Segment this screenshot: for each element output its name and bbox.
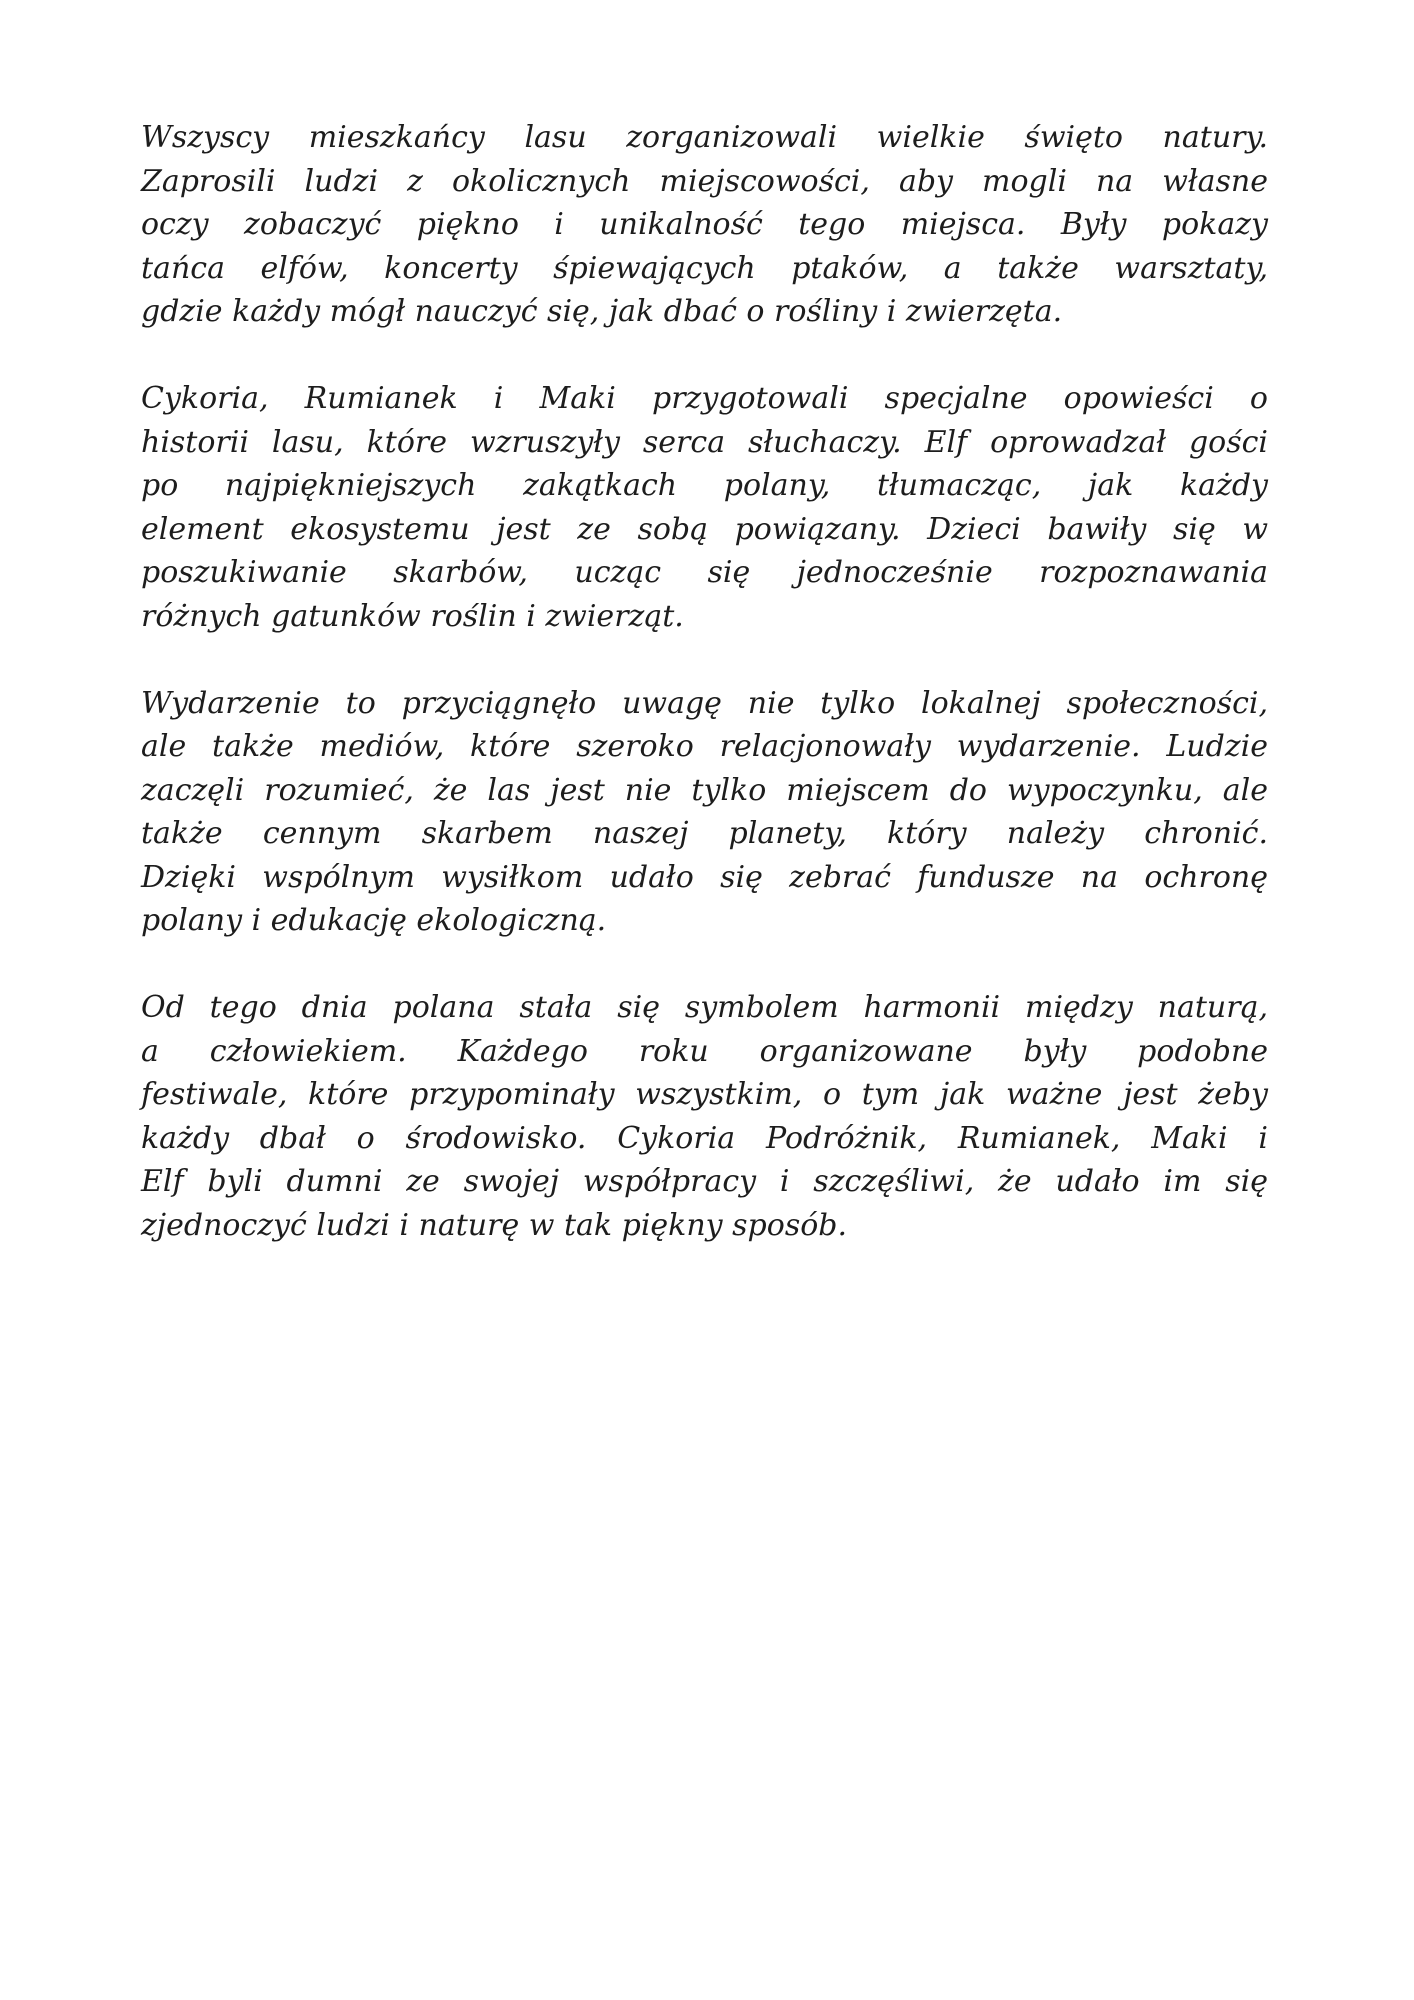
text-line: poszukiwanie skarbów, ucząc się jednocześnie rozpoznawania (141, 555, 1268, 590)
paragraph (141, 682, 1268, 943)
text-line: historii lasu, które wzruszyły serca słuchaczy. Elf oprowadzał gości (141, 424, 1268, 460)
paragraph (141, 116, 1268, 334)
text-line: Wszyscy mieszkańcy lasu zorganizowali wielkie święto natury. (141, 120, 1268, 155)
text-line: Od tego dnia polana stała się symbolem harmonii między naturą, (141, 990, 1268, 1025)
text-line: Cykoria, Rumianek i Maki przygotowali specjalne opowieści o (141, 381, 1268, 416)
text-line: festiwale, które przypominały wszystkim, o tym jak ważne jest żeby (141, 1077, 1268, 1112)
paragraph (141, 377, 1268, 638)
text-line: Elf byli dumni ze swojej współpracy i szczęśliwi, że udało im się (141, 1164, 1268, 1199)
text-line: Zaprosili ludzi z okolicznych miejscowości, aby mogli na własne (141, 163, 1268, 199)
text-line: zjednoczyć ludzi i naturę w tak piękny sposób. (141, 1207, 848, 1243)
text-line: oczy zobaczyć piękno i unikalność tego miejsca. Były pokazy (141, 207, 1268, 242)
text-line: polany i edukację ekologiczną. (141, 903, 607, 938)
text-line: zaczęli rozumieć, że las jest nie tylko miejscem do wypoczynku, ale (141, 772, 1268, 808)
text-line: Wydarzenie to przyciągnęło uwagę nie tylko lokalnej społeczności, (141, 685, 1268, 721)
text-line: także cennym skarbem naszej planety, który należy chronić. (141, 816, 1268, 851)
text-line: każdy dbał o środowisko. Cykoria Podróżnik, Rumianek, Maki i (141, 1120, 1268, 1156)
text-line: Dzięki wspólnym wysiłkom udało się zebrać fundusze na ochronę (141, 859, 1268, 895)
text-line: różnych gatunków roślin i zwierząt. (141, 598, 684, 634)
text-line: gdzie każdy mógł nauczyć się, jak dbać o rośliny i zwierzęta. (141, 294, 1063, 329)
text-line: element ekosystemu jest ze sobą powiązany. Dzieci bawiły się w (141, 511, 1268, 547)
paragraph (141, 986, 1268, 1247)
text-line: tańca elfów, koncerty śpiewających ptaków, a także warsztaty, (141, 250, 1268, 286)
text-line: a człowiekiem. Każdego roku organizowane były podobne (141, 1033, 1268, 1069)
text-line: po najpiękniejszych zakątkach polany, tłumacząc, jak każdy (141, 468, 1268, 503)
text-line: ale także mediów, które szeroko relacjonowały wydarzenie. Ludzie (141, 729, 1268, 764)
